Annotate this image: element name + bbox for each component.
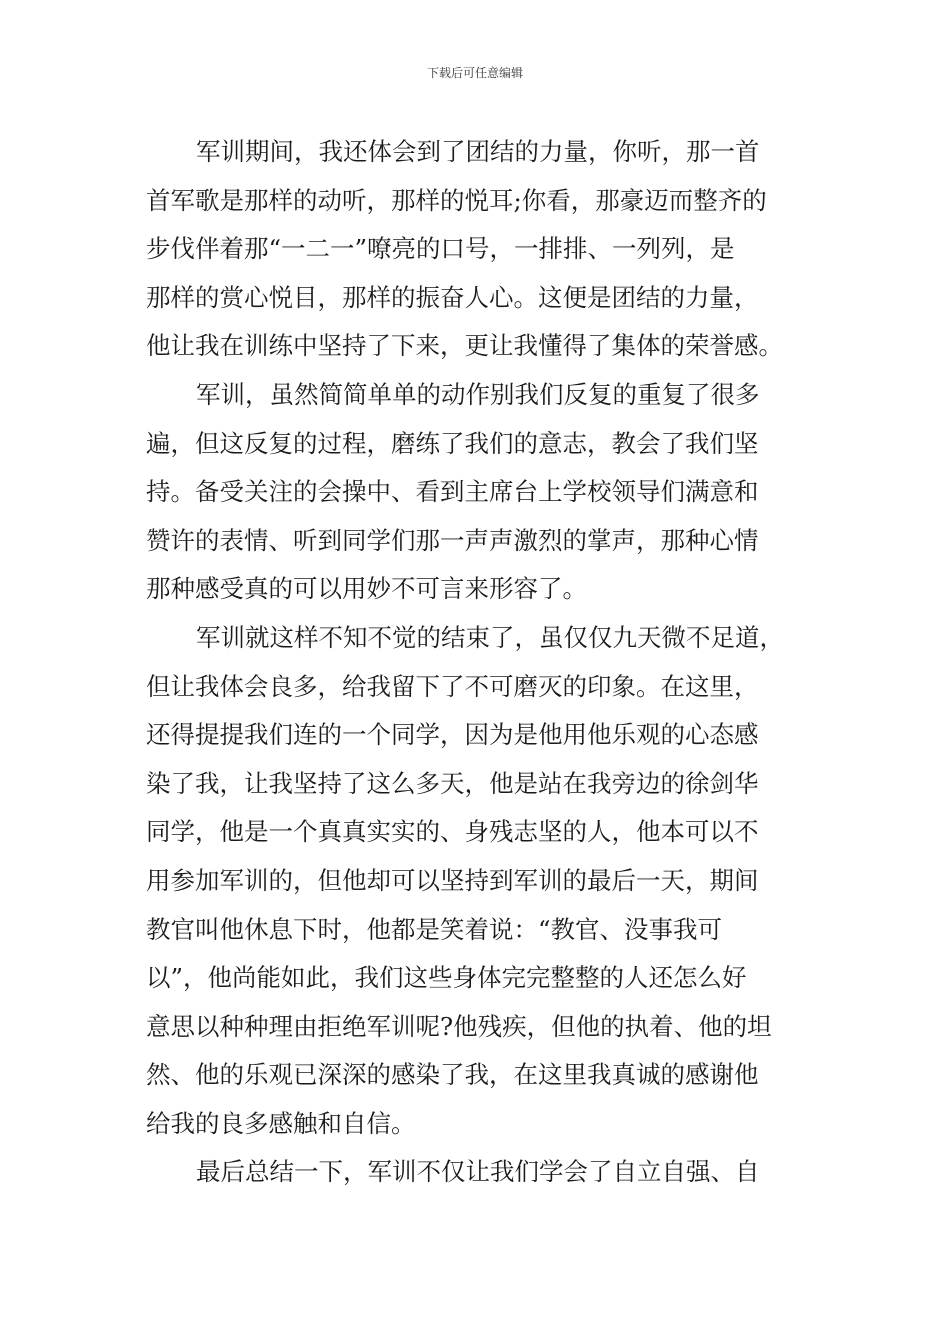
text-line: 染了我，让我坚持了这么多天，他是站在我旁边的徐剑华 (146, 768, 759, 798)
text-line: 给我的良多感触和自信。 (146, 1108, 416, 1138)
document-body (146, 128, 806, 1197)
text-line: 但让我体会良多，给我留下了不可磨灭的印象。在这里， (146, 671, 759, 701)
text-line: 用参加军训的，但他却可以坚持到军训的最后一天，期间 (146, 865, 759, 895)
text-line: 赞许的表情、听到同学们那一声声激烈的掌声，那种心情 (146, 525, 759, 555)
page-header: 下载后可任意编辑 (426, 66, 523, 80)
text-line: 军训就这样不知不觉的结束了，虽仅仅九天微不足道， (196, 622, 784, 652)
text-line: 同学，他是一个真真实实的、身残志坚的人，他本可以不 (146, 817, 759, 847)
text-line: 首军歌是那样的动听，那样的悦耳;你看，那豪迈而整齐的 (146, 185, 767, 215)
text-line: 那种感受真的可以用妙不可言来形容了。 (146, 574, 587, 604)
text-line: 那样的赏心悦目，那样的振奋人心。这便是团结的力量， (146, 282, 759, 312)
text-line: 遍，但这反复的过程，磨练了我们的意志，教会了我们坚 (146, 428, 759, 458)
text-line: 然、他的乐观已深深的感染了我，在这里我真诚的感谢他 (146, 1060, 759, 1090)
paragraph (146, 614, 806, 1149)
text-line: 军训期间，我还体会到了团结的力量，你听，那一首 (196, 137, 760, 166)
text-line: 军训，虽然简简单单的动作别我们反复的重复了很多 (196, 379, 760, 409)
text-line: 教官叫他休息下时，他都是笑着说：“教官、没事我可 (146, 914, 723, 944)
paragraph (146, 128, 806, 371)
paragraph (146, 1148, 806, 1197)
text-line: 最后总结一下，军训不仅让我们学会了自立自强、自 (196, 1157, 760, 1187)
text-line: 意思以种种理由拒绝军训呢?他残疾，但他的执着、他的坦 (146, 1011, 772, 1041)
text-line: 步伐伴着那“一二一”嘹亮的口号，一排排、一列列，是 (146, 234, 735, 264)
text-line: 还得提提我们连的一个同学，因为是他用他乐观的心态感 (146, 720, 759, 750)
paragraph (146, 371, 806, 614)
text-line: 他让我在训练中坚持了下来，更让我懂得了集体的荣誉感。 (146, 331, 783, 361)
text-line: 以”，他尚能如此，我们这些身体完完整整的人还怎么好 (146, 963, 747, 993)
text-line: 持。备受关注的会操中、看到主席台上学校领导们满意和 (146, 477, 759, 507)
